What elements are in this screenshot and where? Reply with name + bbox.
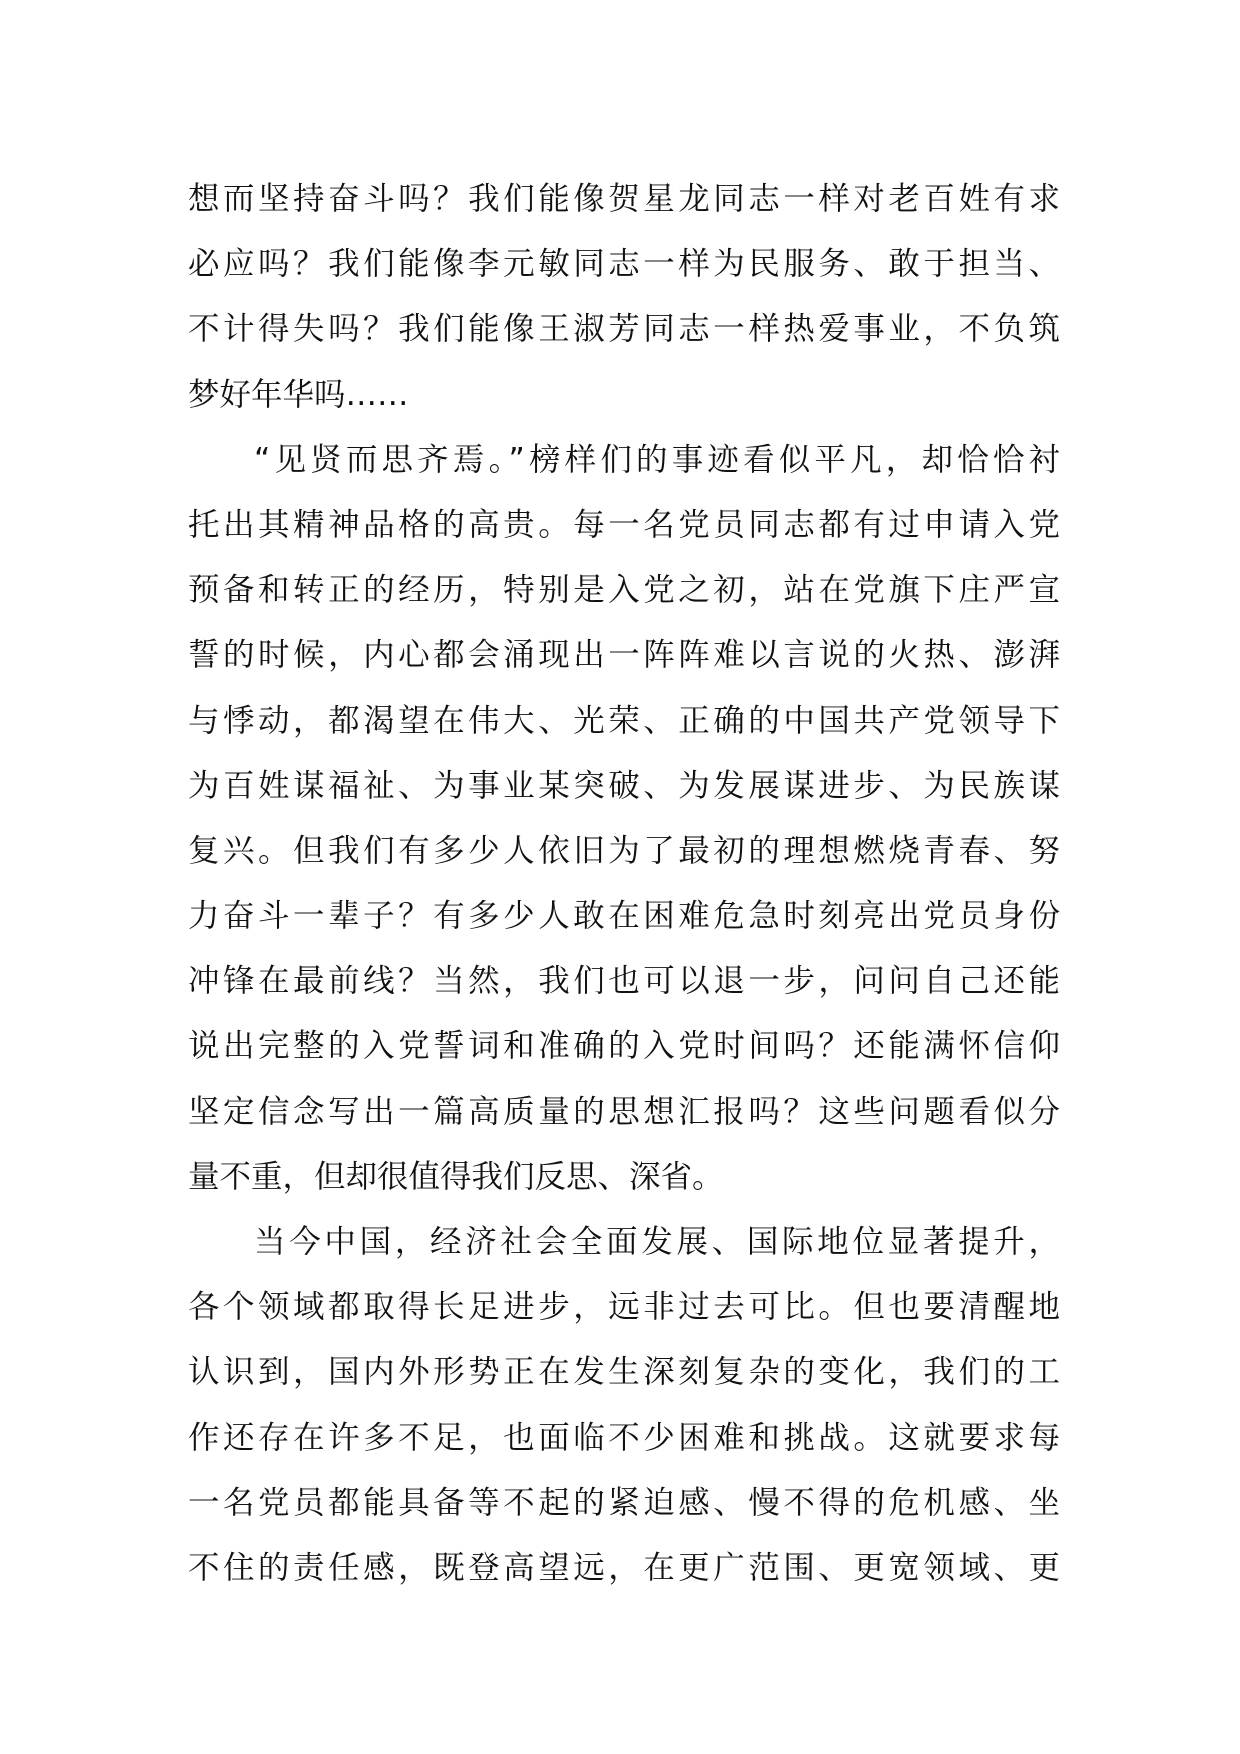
body-text bbox=[188, 167, 1060, 1601]
text-line: 作还存在许多不足，也面临不少困难和挑战。这就要求每 bbox=[188, 1419, 1060, 1456]
text-line: 说出完整的入党誓词和准确的入党时间吗？还能满怀信仰 bbox=[188, 1028, 1060, 1065]
text-line: 为百姓谋福祉、为事业某突破、为发展谋进步、为民族谋 bbox=[188, 767, 1060, 804]
text-line: 与悸动，都渴望在伟大、光荣、正确的中国共产党领导下 bbox=[188, 702, 1060, 739]
text-line: 预备和转正的经历，特别是入党之初，站在党旗下庄严宣 bbox=[188, 572, 1060, 609]
text-line: 各个领域都取得长足进步，远非过去可比。但也要清醒地 bbox=[188, 1289, 1060, 1326]
text-line: 一名党员都能具备等不起的紧迫感、慢不得的危机感、坐 bbox=[188, 1484, 1060, 1521]
text-line: 不计得失吗？我们能像王淑芳同志一样热爱事业，不负筑 bbox=[188, 311, 1060, 348]
text-line: 坚定信念写出一篇高质量的思想汇报吗？这些问题看似分 bbox=[188, 1093, 1060, 1130]
text-line: 量不重，但却很值得我们反思、深省。 bbox=[188, 1158, 724, 1195]
text-line: 托出其精神品格的高贵。每一名党员同志都有过申请入党 bbox=[188, 506, 1060, 543]
text-line: 冲锋在最前线？当然，我们也可以退一步，问问自己还能 bbox=[188, 963, 1060, 1000]
text-line: 力奋斗一辈子？有多少人敢在困难危急时刻亮出党员身份 bbox=[188, 898, 1060, 935]
text-line: 想而坚持奋斗吗？我们能像贺星龙同志一样对老百姓有求 bbox=[188, 181, 1060, 217]
text-line: 复兴。但我们有多少人依旧为了最初的理想燃烧青春、努 bbox=[188, 832, 1060, 869]
text-line: “见贤而思齐焉。”榜样们的事迹看似平凡，却恰恰衬 bbox=[254, 441, 1060, 478]
text-line: 当今中国，经济社会全面发展、国际地位显著提升， bbox=[254, 1224, 1060, 1260]
text-line: 认识到，国内外形势正在发生深刻复杂的变化，我们的工 bbox=[188, 1354, 1060, 1391]
text-line: 必应吗？我们能像李元敏同志一样为民服务、敢于担当、 bbox=[188, 246, 1060, 283]
text-line: 誓的时候，内心都会涌现出一阵阵难以言说的火热、澎湃 bbox=[188, 637, 1060, 674]
text-line: 不住的责任感，既登高望远，在更广范围、更宽领域、更 bbox=[188, 1549, 1060, 1586]
text-line: 梦好年华吗…… bbox=[188, 376, 409, 413]
